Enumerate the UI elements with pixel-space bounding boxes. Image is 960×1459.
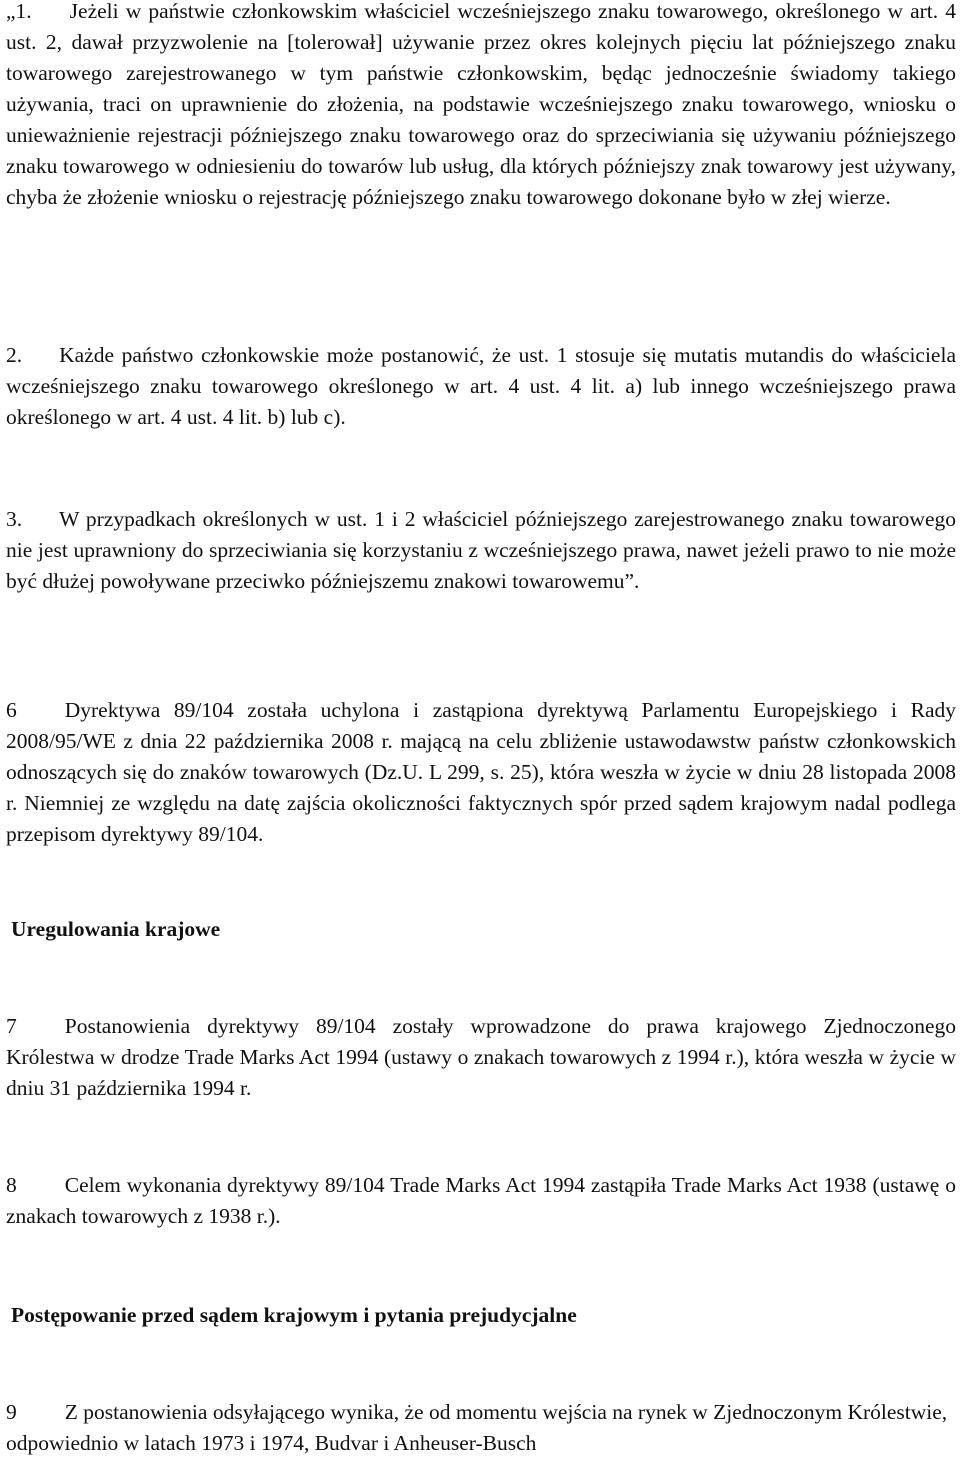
paragraph-6 xyxy=(6,695,956,850)
paragraph-8 xyxy=(6,1170,956,1232)
paragraph-number: 2. xyxy=(6,343,23,367)
quote-paragraph-1 xyxy=(6,0,956,213)
paragraph-number: „1. xyxy=(6,0,32,23)
paragraph-9 xyxy=(6,1397,956,1459)
section-heading-national-law: Uregulowania krajowe xyxy=(11,917,221,941)
paragraph-text: W przypadkach określonych w ust. 1 i 2 właściciel późniejszego zarejestrowanego znaku towarowego nie jest uprawniony do sprzeciwiania się korzystaniu z wcześniejszego prawa, nawet jeżeli prawo to nie może być dłużej powoływane przeciwko późniejszemu znakowi towarowemu”. xyxy=(6,507,956,593)
paragraph-text: Dyrektywa 89/104 została uchylona i zastąpiona dyrektywą Parlamentu Europejskiego i Rady 2008/95/WE z dnia 22 października 2008 r. mającą na celu zbliżenie ustawodawstw państw członkowskich odnoszących się do znaków towarowych (Dz.U. L 299, s. 25), która weszła w życie w dniu 28 listopada 2008 r. Niemniej ze względu na datę zajścia okoliczności faktycznych spór przed sądem krajowym nadal podlega przepisom dyrektywy 89/104. xyxy=(6,698,956,846)
paragraph-text: Jeżeli w państwie członkowskim właściciel wcześniejszego znaku towarowego, określonego w art. 4 ust. 2, dawał przyzwolenie na [tolerował] używanie przez okres kolejnych pięciu lat późniejszego znaku towarowego zarejestrowanego w tym państwie członkowskim, będąc jednocześnie świadomy takiego używania, traci on uprawnienie do złożenia, na podstawie wcześniejszego znaku towarowego, wniosku o unieważnienie rejestracji późniejszego znaku towarowego oraz do sprzeciwiania się używaniu późniejszego znaku towarowego w odniesieniu do towarów lub usług, dla których późniejszy znak towarowy jest używany, chyba że złożenie wniosku o rejestrację późniejszego znaku towarowego dokonane było w złej wierze. xyxy=(6,0,956,209)
paragraph-text: Postanowienia dyrektywy 89/104 zostały wprowadzone do prawa krajowego Zjednoczonego Królestwa w drodze Trade Marks Act 1994 (ustawy o znakach towarowych z 1994 r.), która weszła w życie w dniu 31 października 1994 r. xyxy=(6,1014,956,1100)
paragraph-text: Celem wykonania dyrektywy 89/104 Trade Marks Act 1994 zastąpiła Trade Marks Act 1938 (ustawę o znakach towarowych z 1938 r.). xyxy=(6,1173,956,1228)
paragraph-7 xyxy=(6,1011,956,1104)
paragraph-text: Z postanowienia odsyłającego wynika, że od momentu wejścia na rynek w Zjednoczonym Królestwie, odpowiednio w latach 1973 i 1974, Budvar i Anheuser-Busch xyxy=(6,1400,948,1455)
paragraph-number: 8 xyxy=(6,1173,17,1197)
paragraph-number: 6 xyxy=(6,698,17,722)
paragraph-number: 3. xyxy=(6,507,23,531)
paragraph-number: 9 xyxy=(6,1400,17,1424)
section-heading-proceedings: Postępowanie przed sądem krajowym i pytania prejudycjalne xyxy=(11,1303,577,1327)
paragraph-number: 7 xyxy=(6,1014,17,1038)
paragraph-text: Każde państwo członkowskie może postanowić, że ust. 1 stosuje się mutatis mutandis do właściciela wcześniejszego znaku towarowego określonego w art. 4 ust. 4 lit. a) lub innego wcześniejszego prawa określonego w art. 4 ust. 4 lit. b) lub c). xyxy=(6,343,956,429)
quote-paragraph-2 xyxy=(6,340,956,433)
quote-paragraph-3 xyxy=(6,504,956,597)
